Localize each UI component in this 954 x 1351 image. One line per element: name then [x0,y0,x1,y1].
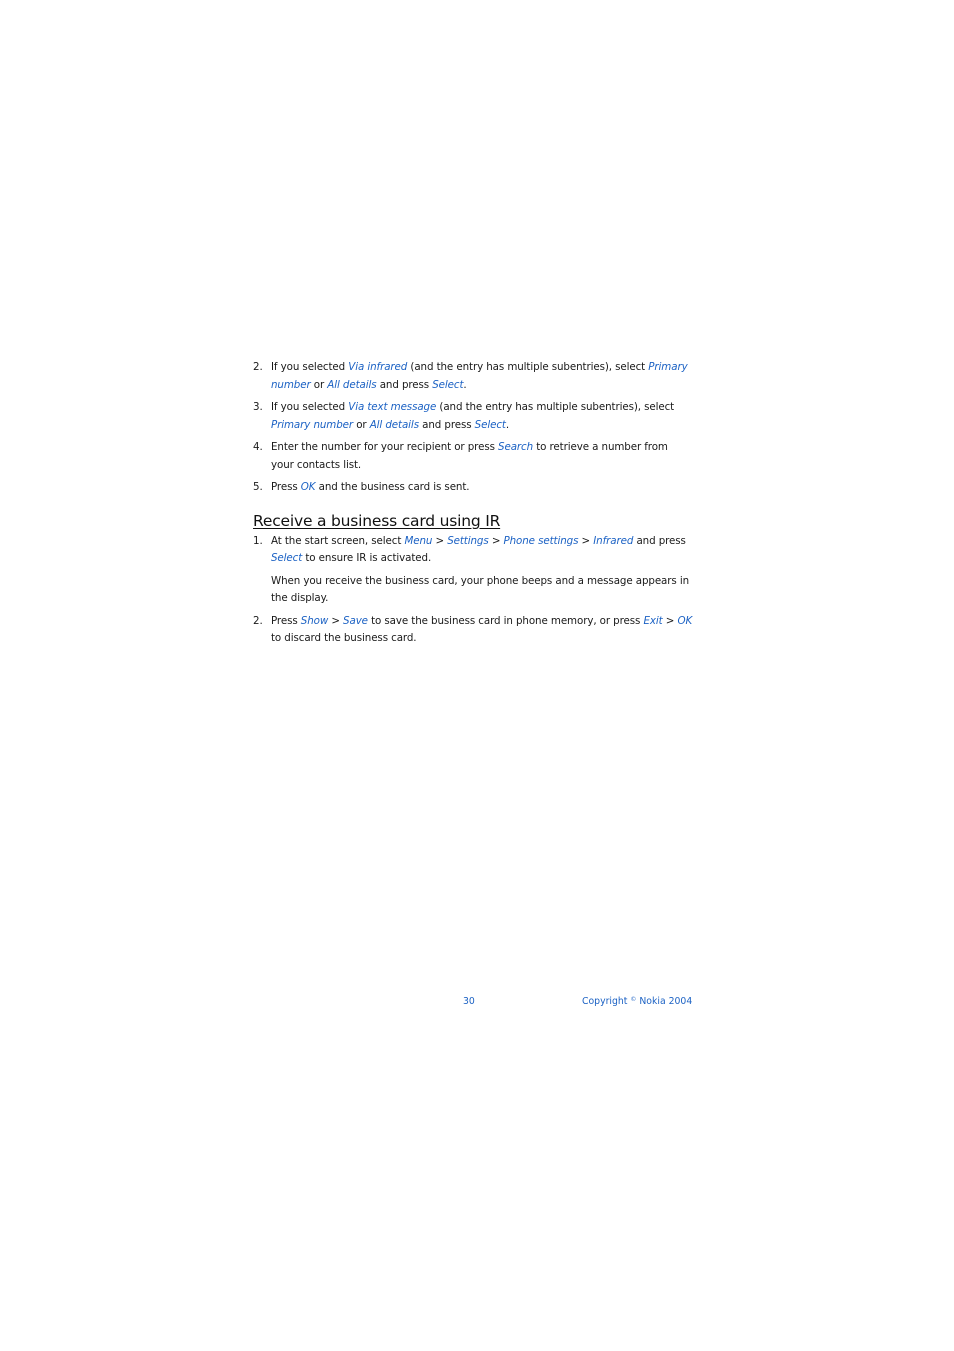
instruction-text: Press [271,481,301,493]
instruction-text: If you selected [271,361,349,373]
list-item [253,613,693,648]
page-content [253,359,693,653]
copyright-prefix: Copyright [582,996,631,1007]
copyright-suffix: Nokia 2004 [636,996,693,1007]
step-number: 4. [253,441,263,453]
step-number: 5. [253,481,263,493]
instruction-text: and the business card is sent. [315,481,470,493]
ui-command-label: Select [474,418,506,431]
ui-command-label: Save [343,614,368,627]
instruction-text: to retrieve a number from your contacts list. [271,441,668,471]
instruction-text: to discard the business card. [271,632,417,644]
instruction-text: Enter the number for your recipient or press [271,441,499,453]
ui-command-label: Primary number [271,418,354,431]
ui-command-label: Settings [447,534,489,547]
instruction-text: (and the entry has multiple subentries), select [436,401,675,413]
ui-command-label: Via text message [348,401,437,413]
ui-command-label: Show [300,614,329,627]
copyright-notice [582,996,692,1007]
instruction-text: > [578,534,594,547]
instruction-text: At the start screen, select [271,534,405,547]
instruction-text: > [432,534,448,547]
list-item [253,479,693,497]
instruction-text: and press [633,534,686,547]
ui-command-label: Menu [404,534,433,547]
step-number: 2. [253,361,263,373]
ui-command-label: Phone settings [503,534,579,547]
list-item [253,439,693,474]
instruction-text: . [505,418,510,431]
copyright-symbol: © [630,996,637,1003]
step-note: When you receive the business card, your phone beeps and a message appears in the display. [271,574,690,604]
instruction-text: (and the entry has multiple subentries), select [407,361,649,373]
instruction-text: and press [376,378,433,391]
ui-command-label: Search [498,441,534,453]
instruction-list [253,359,693,497]
section-instruction-list [253,533,693,648]
instruction-text: If you selected [271,401,349,413]
step-text [271,359,693,394]
instruction-text: > [488,534,504,547]
step-number: 3. [253,401,263,413]
list-item [253,359,693,394]
instruction-text: and press [418,418,475,431]
page-number: 30 [463,996,475,1007]
instruction-text: to save the business card in phone memory, or press [367,614,644,627]
instruction-text: . [463,378,467,391]
step-text [271,399,693,434]
section-heading: Receive a business card using IR [253,511,501,530]
step-text [271,533,693,568]
ui-command-label: Infrared [593,534,634,547]
list-item [253,399,693,434]
step-number: 2. [253,614,263,627]
step-text [271,439,693,474]
instruction-text: Press [271,614,301,627]
ui-command-label: OK [300,481,316,493]
instruction-text: or [310,378,328,391]
instruction-text: > [328,614,344,627]
ui-command-label: All details [327,378,377,391]
ui-command-label: Exit [643,614,663,627]
step-number: 1. [253,534,263,547]
ui-command-label: Select [432,378,464,391]
ui-command-label: All details [369,418,419,431]
ui-command-label: Via infrared [348,361,408,373]
step-text [271,479,693,497]
instruction-text: or [353,418,370,431]
step-text [271,613,693,648]
ui-command-label: OK [677,614,693,627]
ui-command-label: Select [271,552,303,564]
instruction-text: to ensure IR is activated. [302,552,432,564]
ui-command-label: Primary number [271,361,688,391]
instruction-text: > [662,614,678,627]
list-item [253,533,693,608]
